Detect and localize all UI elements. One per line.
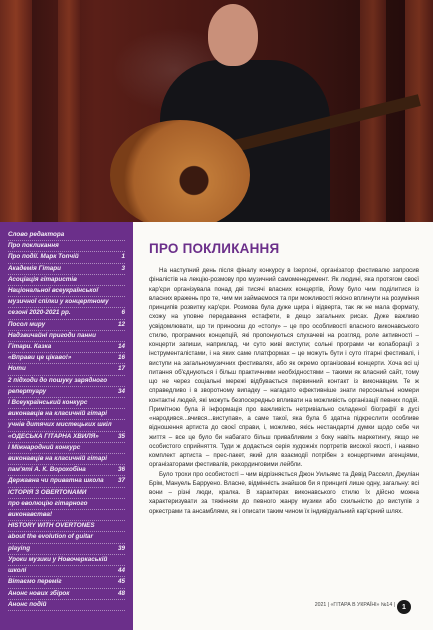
toc-item-title: сезоні 2020-2021 рр. [8, 309, 71, 317]
cover-photo-guitarist [0, 0, 433, 222]
toc-list [0, 222, 133, 611]
toc-item-title: Слово редактора [8, 231, 65, 238]
background-column [0, 0, 32, 222]
toc-item[interactable] [8, 398, 125, 409]
toc-item-title: Про покликання [8, 242, 59, 250]
toc-item-page: 1 [121, 253, 125, 261]
toc-item[interactable] [8, 331, 125, 342]
toc-item[interactable] [8, 454, 125, 465]
toc-item[interactable] [8, 499, 125, 510]
toc-item-title: виконавства! [8, 511, 53, 519]
article-paragraph: Було трохи про особистості – чим відрізняється Джон Уильямс та Девід Расселл, Джуліан Брім, Мануель Барруено. Власне, відмінність знайшов би я принципі лише одну, загальну: всі вони – різні люди, кралка. В характерах виконавського стилю їх дійсно можна характеризувати за тяжінням до певного жанру музики або схильністю до виступів з оркестрами та ансамблями, як і описати таким чином їх індивідуальний кар'єрний шлях. [149, 470, 419, 515]
toc-item[interactable] [8, 555, 125, 566]
toc-item-title: ІСТОРІЯ З OBERTONAMИ [8, 488, 87, 496]
toc-item[interactable] [8, 308, 125, 319]
toc-item[interactable] [8, 264, 125, 275]
toc-item-page: 3 [121, 264, 125, 272]
toc-item-page: 14 [117, 343, 125, 351]
toc-item[interactable] [8, 342, 125, 353]
toc-item-title: про еволюцію гітарного [8, 499, 88, 507]
toc-item[interactable] [8, 297, 125, 308]
toc-item[interactable] [8, 432, 125, 443]
toc-item-page: 45 [117, 578, 125, 586]
toc-item-title: Державна чи приватна школа [8, 477, 104, 485]
toc-item-title: Національної всеукраїнської [8, 287, 99, 295]
toc-item-title: Академія Гітари [8, 264, 61, 272]
toc-item-page: 36 [117, 466, 125, 474]
guitar-body [110, 120, 250, 222]
toc-item[interactable] [8, 577, 125, 588]
toc-item-page: 12 [117, 320, 125, 328]
toc-item[interactable] [8, 589, 125, 600]
toc-item[interactable] [8, 510, 125, 521]
toc-item-page: 35 [117, 432, 125, 440]
toc-item-title: виконавців на класичній гітарі [8, 455, 107, 463]
toc-item-title: playing [8, 544, 31, 552]
toc-item[interactable] [8, 409, 125, 420]
toc-item[interactable] [8, 275, 125, 286]
background-column [405, 0, 433, 222]
toc-item-title: Анонс нових збірок [8, 589, 70, 597]
toc-item-title: Надзвичайні пригоди панни [8, 331, 96, 339]
toc-item[interactable] [8, 320, 125, 331]
toc-item-title: «ОДЕСЬКА ГІТАРНА ХВИЛЯ» [8, 432, 99, 440]
guitarist-head [208, 4, 258, 66]
toc-item[interactable] [8, 443, 125, 454]
toc-item[interactable] [8, 286, 125, 297]
toc-item-page: 39 [117, 544, 125, 552]
article-title: ПРО ПОКЛИКАННЯ [149, 241, 280, 256]
background-column [58, 0, 80, 222]
toc-item-title: Про події. Марк Топчій [8, 253, 79, 261]
toc-item-page: 6 [121, 309, 125, 317]
issue-label: 2021 | «ГІТАРА В УКРАЇНІ» №14 | [314, 602, 395, 608]
toc-item-title: about the evolution of guitar [8, 533, 94, 541]
toc-item[interactable] [8, 544, 125, 555]
toc-item-page: 44 [117, 567, 125, 575]
toc-item[interactable] [8, 476, 125, 487]
toc-item-title: Анонс подій [8, 600, 47, 608]
toc-item[interactable] [8, 521, 125, 532]
toc-item-title: І Міжнародний конкурс [8, 443, 81, 451]
toc-item[interactable] [8, 600, 125, 611]
toc-item-title: школі [8, 567, 27, 575]
toc-item-title: музичної спілки у концертному [8, 298, 109, 306]
toc-item-page: 48 [117, 589, 125, 597]
toc-item-title: HISTORY WITH OVERTONES [8, 522, 95, 530]
article-paragraph: На наступний день після фіналу конкурсу в Ізерлоні, організатор фестивалю запросив фіналістів на лекцію-розмову про музичний самоменеджмент. Як людині, яка протягом своєї кар'єри організувала понад дві тисячі власних концертів, Йому було чим поділитися із власних вражень про те, чим ми займаємося та при можливості якісно вплинути на розуміння принципів розвитку кар'єри. Розмова була дуже щира і відверта, так як не мала формату, схожу на уповне передавання естафети, в дещо загальних рисах. Дуже важливо усвідомлювати, що ти приносиш до «столу» – це про особливості власного виконавського стилю, програмних концепцій, які пропонуються слухачеві на розгляд, роле активності – концерти запиши, наприклад, чи суто живі виступи; сольні програми чи колаборації з інструменталістами, і на яких саме платформах – це можуть бути і суто гітарні фестивалі, і виступи на загальномузичних фестивалях, або як окремо організовані концерти. Хоча всі ці питання об'єднуються і більш практичними необхідностями – такими як власний сайт, тому що не через соціальні мережі відбувається первинний контакт із виконавцем. Те ж справедливо і в зворотному випадку – нагадато ефективніше знати персональні номери контактні людей, які можуть безпосередньо впливати на можливість організації певних подій. Примітною була й інформація про важливість нетривіально складеної біографії в дусі «народився...вчився...виступав», а саме такої, яка була б здатна підкреслити особливе відношення артиста до своєї справи, і, можливо, якісь нестандартні думки щодо себе чи життя – все це було би набагато більш привабливим з боку навіть маркетингу, якщо не особистого сприйняття. Туди ж додається серія художніх портретів високої якості, і наявно комплект артиста – прес-пакет, який для взаємодії потрібен з концертними агенціями, організаторами фестивалів, рекординговими лейбли. [149, 267, 419, 469]
toc-item[interactable] [8, 532, 125, 543]
toc-item-title: І Всеукраїнський конкурс [8, 399, 88, 407]
toc-item[interactable] [8, 353, 125, 364]
toc-item-title: 2 підходи до пошуку зарядного [8, 376, 108, 384]
toc-item-page: 34 [117, 387, 125, 395]
toc-item[interactable] [8, 420, 125, 431]
toc-item-title: репертуару [8, 387, 47, 395]
table-of-contents-sidebar [0, 222, 133, 630]
toc-item-title: Вітаємо переміг [8, 578, 62, 586]
toc-item[interactable] [8, 488, 125, 499]
toc-item[interactable] [8, 465, 125, 476]
toc-item-page: 16 [117, 354, 125, 362]
toc-item[interactable] [8, 364, 125, 375]
toc-item[interactable] [8, 387, 125, 398]
page-number-badge: 1 [397, 600, 411, 614]
toc-item-page: 17 [117, 365, 125, 373]
toc-item-page: 37 [117, 477, 125, 485]
toc-item-title: Гітари. Казка [8, 343, 52, 351]
toc-item-title: учнів дитячих мистецьких шкіл [8, 421, 112, 429]
toc-item-title: Посол миру [8, 320, 46, 328]
toc-item[interactable] [8, 252, 125, 263]
toc-item[interactable] [8, 230, 125, 241]
toc-item[interactable] [8, 566, 125, 577]
toc-item[interactable] [8, 241, 125, 252]
toc-item-title: «Вправи це цікаво!» [8, 354, 72, 362]
toc-item-title: Асоціація гітаристів [8, 275, 77, 283]
article-body [149, 266, 419, 516]
toc-item-title: Ноти [8, 365, 26, 373]
toc-item[interactable] [8, 376, 125, 387]
article [133, 222, 433, 630]
toc-item-title: виконавців на класичній гітарі [8, 410, 107, 418]
toc-item-title: Уроки музики у Новочеркаській [8, 555, 108, 563]
toc-item-title: пам'яті А. К. Ворохобіна [8, 466, 86, 474]
